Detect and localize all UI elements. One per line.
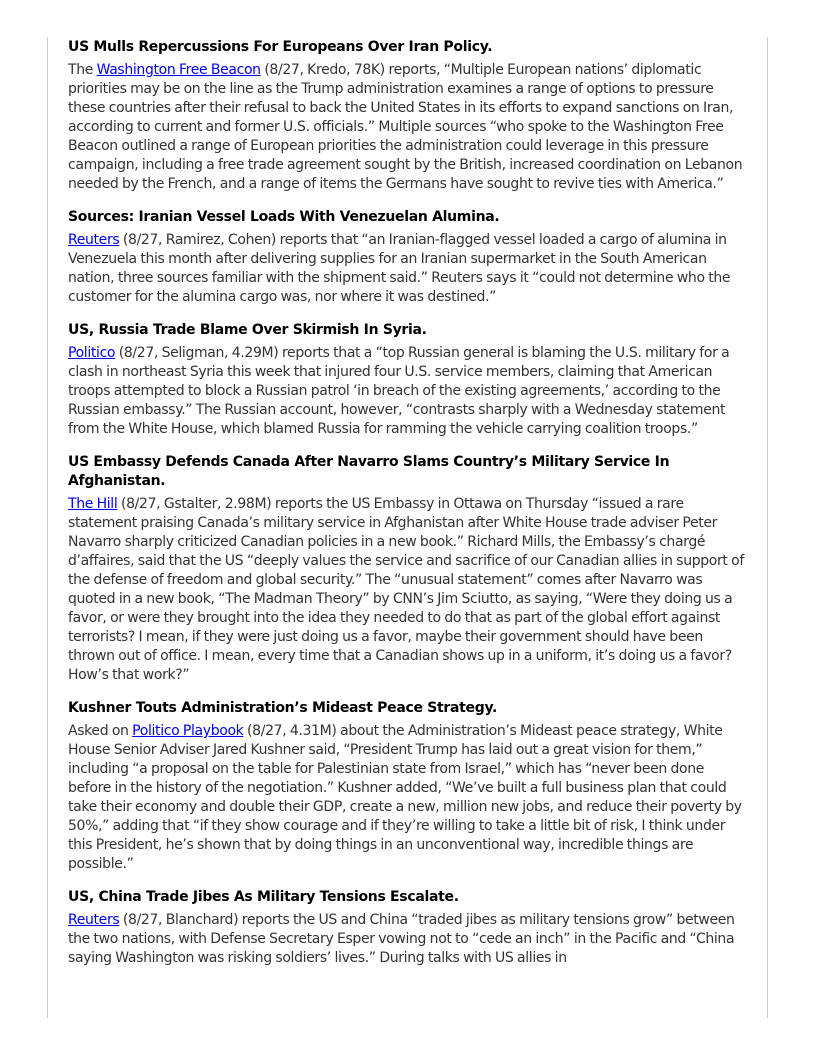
article-headline: Kushner Touts Administration’s Mideast Peace Strategy. xyxy=(68,700,498,716)
source-link-politico[interactable]: Politico xyxy=(68,345,116,361)
article-headline: US, Russia Trade Blame Over Skirmish In Syria. xyxy=(68,322,427,338)
article-body xyxy=(68,911,747,968)
article-kushner-mideast xyxy=(68,699,747,874)
article-iran-europe xyxy=(68,37,747,194)
source-link-washington-free-beacon[interactable]: Washington Free Beacon xyxy=(96,62,261,78)
source-link-the-hill[interactable]: The Hill xyxy=(68,496,118,512)
article-iranian-vessel xyxy=(68,208,747,307)
article-text: (8/27, Kredo, 78K) reports, “Multiple European nations’ diplomatic priorities may be on the line as the Trump administration examines a range of options to pressure these countries after their refusal to back the United States in its efforts to expand sanctions on Iran, according to current and former U.S. officials.” Multiple sources “who spoke to the Washington Free Beacon outlined a range of European priorities the administration could leverage in this pressure campaign, including a free trade agreement sought by the British, increased coordination on Lebanon needed by the French, and a range of items the Germans have sought to revive ties with America.” xyxy=(68,62,743,192)
article-body xyxy=(68,722,747,874)
article-us-china xyxy=(68,888,747,968)
article-body xyxy=(68,61,747,194)
article-headline: US Embassy Defends Canada After Navarro Slams Country’s Military Service In Afghanistan. xyxy=(68,454,670,489)
article-prefix: Asked on xyxy=(68,723,133,739)
source-link-politico-playbook[interactable]: Politico Playbook xyxy=(132,723,244,739)
newsletter-page xyxy=(47,37,768,1018)
article-text: (8/27, Blanchard) reports the US and China “traded jibes as military tensions grow” between the two nations, with Defense Secretary Esper vowing not to “cede an inch” in the Pacific and “China saying Washington was risking soldiers’ lives.” During talks with US allies in xyxy=(68,912,735,966)
article-body xyxy=(68,231,747,307)
article-body xyxy=(68,495,747,685)
article-text: (8/27, 4.31M) about the Administration’s Mideast peace strategy, White House Senior Adviser Jared Kushner said, “President Trump has laid out a great vision for them,” including “a proposal on the table for Palestinian state from Israel,” which has “never been done before in the history of the negotiation.” Kushner added, “We’ve built a full business plan that could take their economy and double their GDP, create a new, million new jobs, and reduce their poverty by 50%,” adding that “if they show courage and if they’re willing to take a little bit of risk, I think under this President, he’s shown that by doing things in an unconventional way, incredible things are possible.” xyxy=(68,723,742,872)
article-embassy-canada xyxy=(68,453,747,685)
source-link-reuters[interactable]: Reuters xyxy=(68,912,120,928)
article-body xyxy=(68,344,747,439)
article-prefix: The xyxy=(68,62,97,78)
source-link-reuters[interactable]: Reuters xyxy=(68,232,120,248)
article-text: (8/27, Ramirez, Cohen) reports that “an Iranian-flagged vessel loaded a cargo of alumina in Venezuela this month after delivering supplies for an Iranian supermarket in the South American nation, three sources familiar with the shipment said.” Reuters says it “could not determine who the customer for the alumina cargo was, nor where it was destined.” xyxy=(68,232,731,305)
article-text: (8/27, Seligman, 4.29M) reports that a “top Russian general is blaming the U.S. military for a clash in northeast Syria this week that injured four U.S. service members, claiming that American troops attempted to block a Russian patrol ‘in breach of the existing agreements,’ according to the Russian embassy.” The Russian account, however, “contrasts sharply with a Wednesday statement from the White House, which blamed Russia for ramming the vehicle carrying coalition troops.” xyxy=(68,345,730,437)
article-russia-syria xyxy=(68,321,747,439)
article-headline: US Mulls Repercussions For Europeans Over Iran Policy. xyxy=(68,39,493,55)
article-text: (8/27, Gstalter, 2.98M) reports the US Embassy in Ottawa on Thursday “issued a rare statement praising Canada’s military service in Afghanistan after White House trade adviser Peter Navarro sharply criticized Canadian policies in a new book.” Richard Mills, the Embassy’s chargé d’affaires, said that the US “deeply values the service and sacrifice of our Canadian allies in support of the defense of freedom and global security.” The “unusual statement” comes after Navarro was quoted in a new book, “The Madman Theory” by CNN’s Jim Sciutto, as saying, “Were they doing us a favor, or were they brought into the idea they needed to do that as part of the global effort against terrorists? I mean, if they were just doing us a favor, maybe their government should have been thrown out of office. I mean, every time that a Canadian shows up in a uniform, it’s doing us a favor? How’s that work?” xyxy=(68,496,744,683)
article-headline: Sources: Iranian Vessel Loads With Venezuelan Alumina. xyxy=(68,209,500,225)
article-headline: US, China Trade Jibes As Military Tensions Escalate. xyxy=(68,889,459,905)
